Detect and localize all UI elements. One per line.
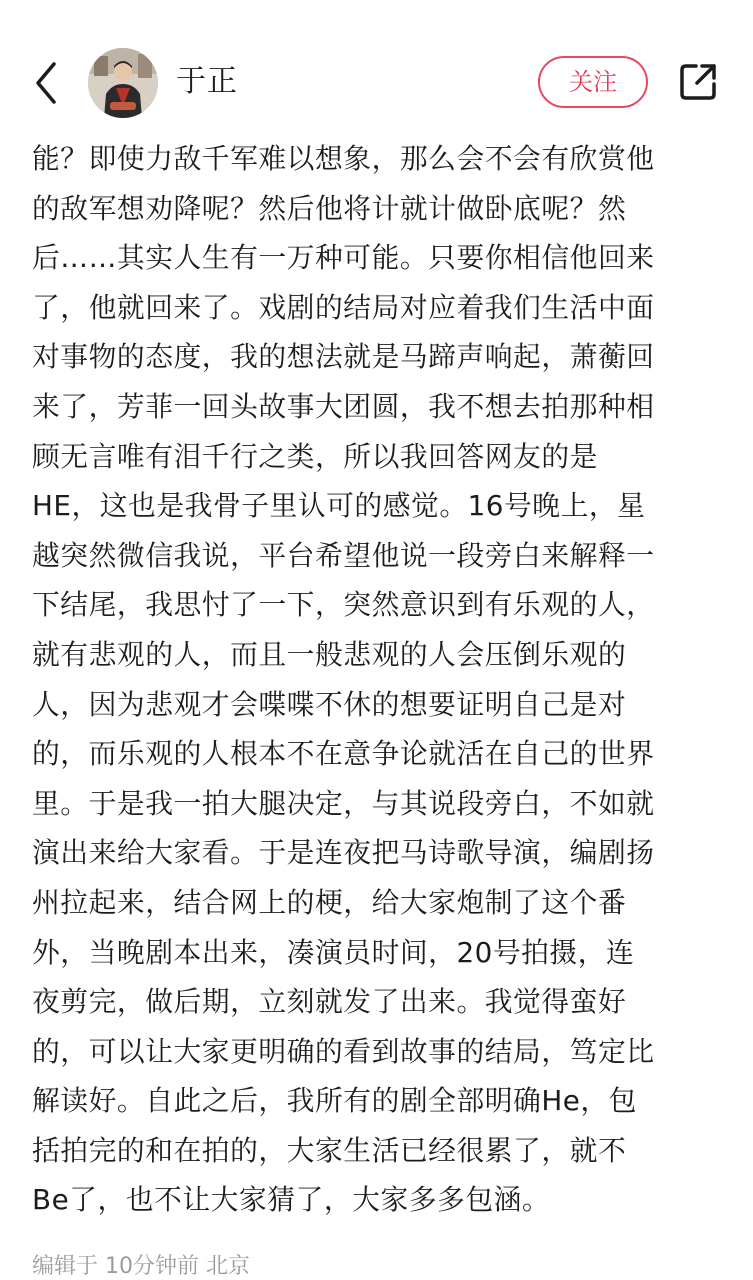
post-body-line: 越突然微信我说，平台希望他说一段旁白来解释一 (32, 538, 655, 572)
post-body-line: 括拍完的和在拍的，大家生活已经很累了，就不 (32, 1133, 627, 1167)
post-body-line: 来了，芳菲一回头故事大团圆，我不想去拍那种相 (32, 389, 655, 423)
post-body-line: 人，因为悲观才会喋喋不休的想要证明自己是对 (32, 687, 627, 721)
author-avatar-image (88, 48, 158, 118)
post-body-line: 顾无言唯有泪千行之类，所以我回答网友的是 (32, 439, 598, 473)
post-body-line: 解读好。自此之后，我所有的剧全部明确He，包 (32, 1084, 637, 1118)
post-body-line: 了，他就回来了。戏剧的结局对应着我们生活中面 (32, 290, 655, 324)
post-body-line: 州拉起来，结合网上的梗，给大家炮制了这个番 (32, 885, 627, 919)
post-body-line: HE，这也是我骨子里认可的感觉。16号晚上，星 (32, 489, 646, 523)
follow-button[interactable]: 关注 (538, 56, 648, 108)
post-edit-meta: 编辑于 10分钟前 北京 (32, 1254, 250, 1279)
post-body-line: 夜剪完，做后期，立刻就发了出来。我觉得蛮好 (32, 985, 627, 1019)
post-body-line: 能？即使力敌千军难以想象，那么会不会有欣赏他 (32, 142, 655, 175)
avatar[interactable] (88, 48, 158, 118)
post-body-line: 后……其实人生有一万种可能。只要你相信他回来 (32, 241, 655, 275)
post-body-line: 的，而乐观的人根本不在意争论就活在自己的世界 (32, 737, 655, 771)
post-body (32, 134, 722, 1225)
post-body-line: 的，可以让大家更明确的看到故事的结局，笃定比 (32, 1034, 655, 1068)
post-body-line: 下结尾，我思忖了一下，突然意识到有乐观的人， (32, 588, 655, 622)
share-icon (676, 60, 720, 104)
post-body-line: Be了，也不让大家猜了，大家多多包涵。 (32, 1183, 551, 1217)
post-body-line: 对事物的态度，我的想法就是马蹄声响起，萧蘅回 (32, 340, 655, 374)
share-button[interactable] (676, 60, 720, 104)
post-header (0, 0, 753, 150)
back-button[interactable] (26, 58, 70, 108)
post-body-line: 外，当晚剧本出来，凑演员时间，20号拍摄，连 (32, 935, 635, 969)
post-body-line: 就有悲观的人，而且一般悲观的人会压倒乐观的 (32, 637, 627, 671)
post-body-line: 的敌军想劝降呢？然后他将计就计做卧底呢？然 (32, 191, 627, 225)
author-name[interactable]: 于正 (176, 64, 238, 99)
chevron-left-icon (26, 58, 70, 108)
post-body-line: 演出来给大家看。于是连夜把马诗歌导演，编剧扬 (32, 836, 655, 870)
post-body-line: 里。于是我一拍大腿决定，与其说段旁白，不如就 (32, 786, 655, 820)
